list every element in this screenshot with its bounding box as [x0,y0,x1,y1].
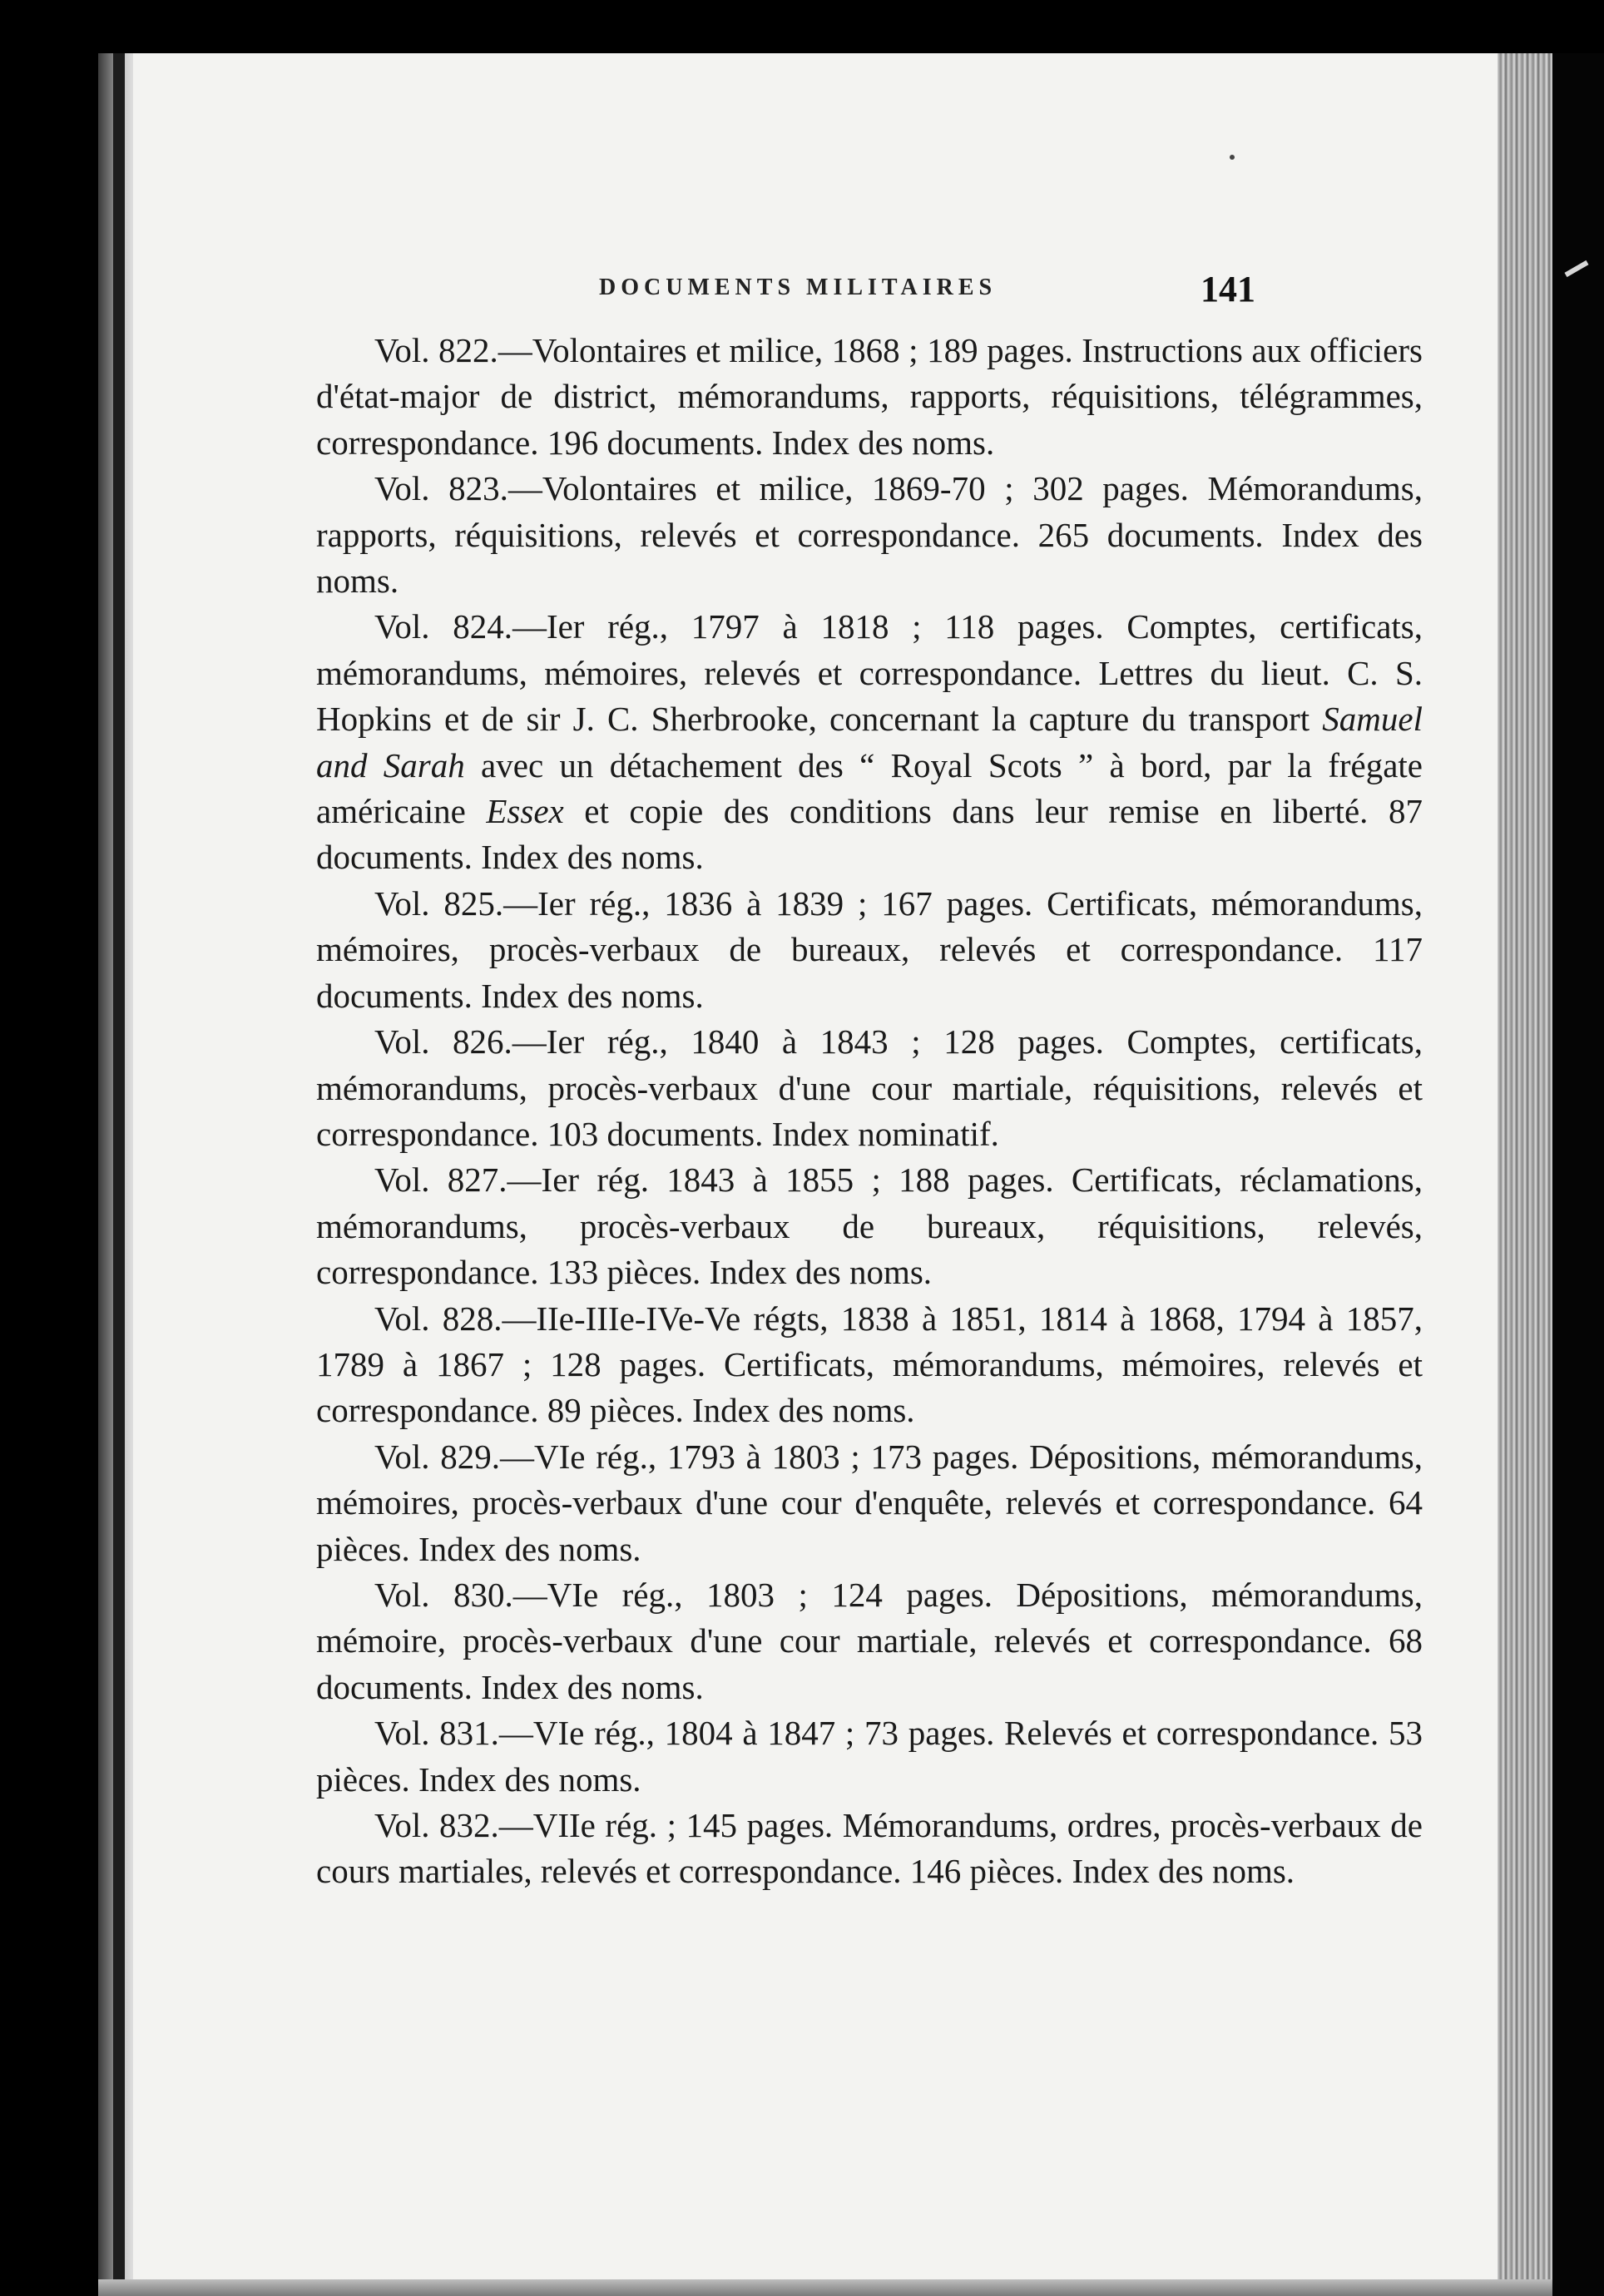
book-page [133,53,1498,2296]
page-header [133,268,1498,318]
right-shadow [1552,53,1604,2296]
running-title: DOCUMENTS MILITAIRES [599,275,998,300]
entry-vol-824-part2: avec un détachement des “ Royal Scots ” à bord, par la frégate américaine [316,745,1423,831]
entry-vol-828: Vol. 828.—IIe-IIIe-IVe-Ve régts, 1838 à 1851, 1814 à 1868, 1794 à 1857, 1789 à 1867 ; 128 pages. Certificats, mémorandums, mémoires, relevés et correspondance. 89 pièces. Index des noms. [316,1299,1423,1430]
ship-name-essex: Essex [486,792,564,831]
entry-vol-824-part3: et copie des conditions dans leur remise en liberté. 87 documents. Index des noms. [316,792,1423,877]
entry-vol-822: Vol. 822.—Volontaires et milice, 1868 ; 189 pages. Instructions aux officiers d'état-major de district, mémorandums, rapports, réquisitions, télégrammes, correspondance. 196 documents. Index des noms. [316,331,1423,462]
entry-vol-824-part1: Vol. 824.—Ier rég., 1797 à 1818 ; 118 pages. Comptes, certificats, mémorandums, mémoires, relevés et correspondance. Lettres du lieut. C. S. Hopkins et de sir J. C. Sherbrooke, concernant la capture du transport [316,607,1423,739]
page-speck [1230,155,1235,160]
entry-vol-823: Vol. 823.—Volontaires et milice, 1869-70 ; 302 pages. Mémorandums, rapports, réquisitions, relevés et correspondance. 265 documents. Index des noms. [316,469,1423,601]
entry-vol-829: Vol. 829.—VIe rég., 1793 à 1803 ; 173 pages. Dépositions, mémorandums, mémoires, procès-verbaux d'une cour d'enquête, relevés et correspondance. 64 pièces. Index des noms. [316,1437,1423,1568]
bottom-edge [98,2279,1552,2296]
entry-vol-826: Vol. 826.—Ier rég., 1840 à 1843 ; 128 pages. Comptes, certificats, mémorandums, procès-verbaux d'une cour martiale, réquisitions, relevés et correspondance. 103 documents. Index nominatif. [316,1022,1423,1153]
entry-vol-832: Vol. 832.—VIIe rég. ; 145 pages. Mémorandums, ordres, procès-verbaux de cours martiales, relevés et correspondance. 146 pièces. Index des noms. [316,1806,1423,1891]
page-stack-edge [1498,53,1552,2296]
page-body [316,328,1423,1895]
ship-name-samuel-and-sarah: Samuel and Sarah [316,700,1423,784]
page-number: 141 [1201,269,1255,309]
entry-vol-827: Vol. 827.—Ier rég. 1843 à 1855 ; 188 pages. Certificats, réclamations, mémorandums, procès-verbaux de bureaux, réquisitions, relevés, correspondance. 133 pièces. Index des noms. [316,1160,1423,1292]
entry-vol-831: Vol. 831.—VIe rég., 1804 à 1847 ; 73 pages. Relevés et correspondance. 53 pièces. Index des noms. [316,1714,1423,1799]
entry-vol-830: Vol. 830.—VIe rég., 1803 ; 124 pages. Dépositions, mémorandums, mémoire, procès-verbaux d'une cour martiale, relevés et correspondance. 68 documents. Index des noms. [316,1575,1423,1706]
entry-vol-825: Vol. 825.—Ier rég., 1836 à 1839 ; 167 pages. Certificats, mémorandums, mémoires, procès-verbaux de bureaux, relevés et correspondance. 117 documents. Index des noms. [316,883,1423,1015]
entry-vol-824 [316,604,1423,880]
binding-shadow [113,53,125,2296]
